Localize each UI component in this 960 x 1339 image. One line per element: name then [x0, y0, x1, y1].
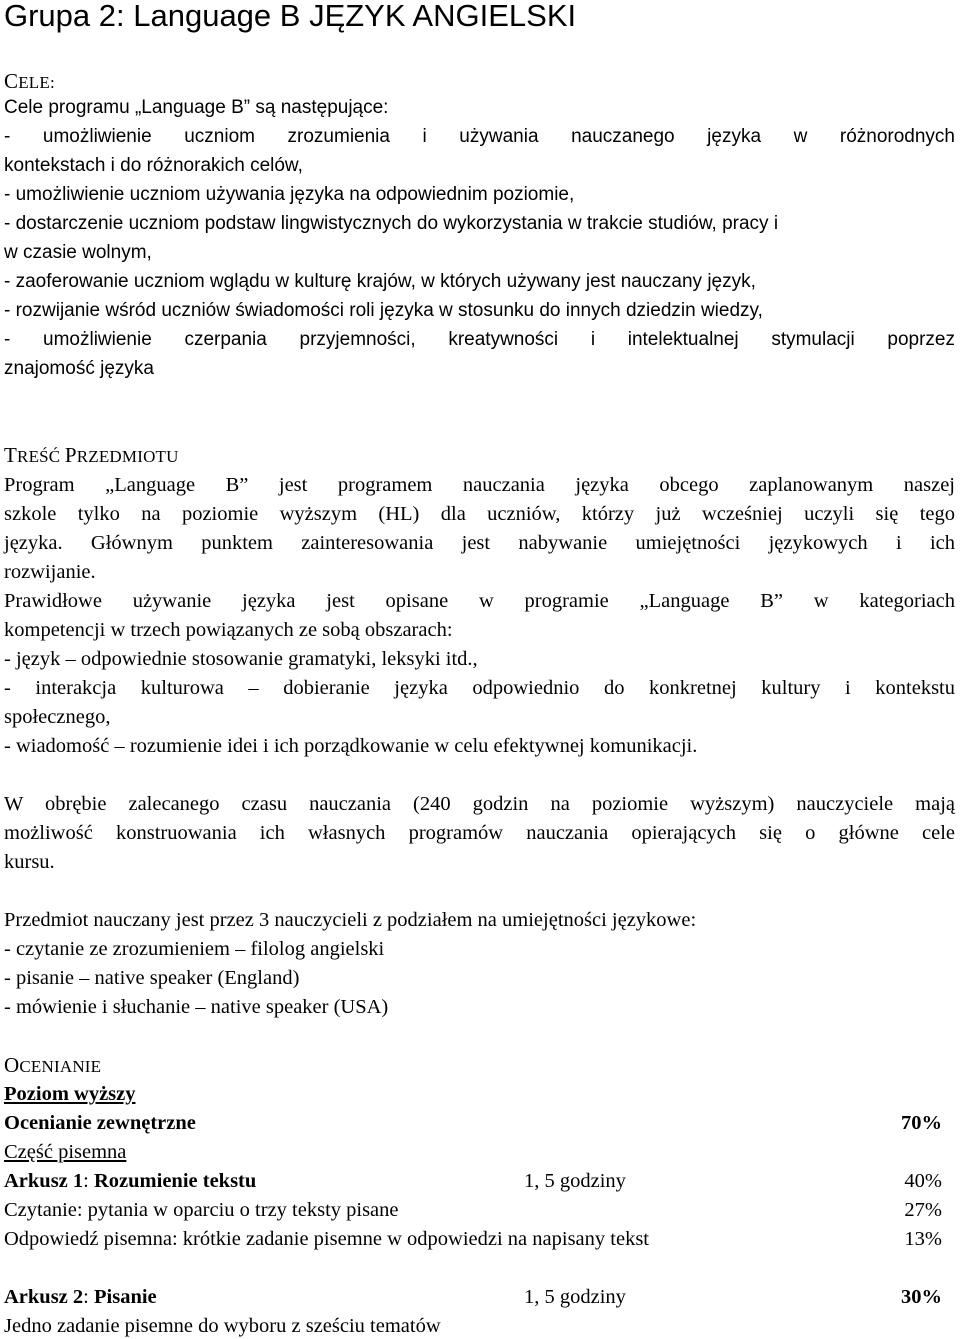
- paper-1-duration: 1, 5 godziny: [524, 1170, 626, 1192]
- paper-1-percent: 40%: [904, 1170, 942, 1192]
- cele-item: - umożliwienie uczniom używania języka na odpowiednim poziomie,: [4, 184, 575, 205]
- paper-1-row-label: Odpowiedź pisemna: krótkie zadanie pisemne w odpowiedzi na napisany tekst: [4, 1228, 649, 1250]
- cele-item: - umożliwienie uczniom zrozumienia i używania nauczanego języka w różnorodnych: [4, 126, 955, 147]
- cele-item: - rozwijanie wśród uczniów świadomości roli języka w stosunku do innych dziedzin wiedzy,: [4, 300, 763, 321]
- paragraph-line: - mówienie i słuchanie – native speaker (USA): [4, 996, 389, 1018]
- tresc-line: społecznego,: [4, 706, 111, 728]
- paragraph-line: kursu.: [4, 851, 55, 873]
- cele-heading: CELE:: [4, 69, 55, 93]
- tresc-heading: TREŚĆ PRZEDMIOTU: [4, 443, 179, 467]
- paper-1-row-percent: 13%: [904, 1228, 942, 1250]
- cele-item: - dostarczenie uczniom podstaw lingwistycznych do wykorzystania w trakcie studiów, pracy i: [4, 213, 779, 234]
- ocenianie-heading: OCENIANIE: [4, 1053, 102, 1077]
- cele-item: - umożliwienie czerpania przyjemności, kreatywności i intelektualnej stymulacji poprzez: [4, 329, 955, 350]
- paper-2-name: Arkusz 2: Pisanie: [4, 1286, 157, 1308]
- paragraph-line: Przedmiot nauczany jest przez 3 nauczycieli z podziałem na umiejętności językowe:: [4, 909, 697, 931]
- paragraph-line: W obrębie zalecanego czasu nauczania (240 godzin na poziomie wyższym) nauczyciele mają: [4, 793, 955, 815]
- paper-2-percent: 30%: [901, 1286, 942, 1308]
- cele-item: w czasie wolnym,: [4, 242, 152, 263]
- paper-1-row-label: Czytanie: pytania w oparciu o trzy teksty pisane: [4, 1199, 399, 1221]
- tresc-line: języka. Głównym punktem zainteresowania jest nabywanie umiejętności językowych i ich: [4, 532, 955, 554]
- tresc-line: Prawidłowe używanie języka jest opisane w programie „Language B” w kategoriach: [4, 590, 955, 612]
- tresc-line: kompetencji w trzech powiązanych ze sobą obszarach:: [4, 619, 453, 641]
- page-title: Grupa 2: Language B JĘZYK ANGIELSKI: [4, 0, 577, 33]
- tresc-line: Program „Language B” jest programem nauczania języka obcego zaplanowanym naszej: [4, 474, 955, 496]
- written-part-label: Część pisemna: [4, 1141, 127, 1163]
- tresc-line: - interakcja kulturowa – dobieranie języka odpowiednio do konkretnej kultury i kontekstu: [4, 677, 955, 699]
- external-assessment-label: Ocenianie zewnętrzne: [4, 1112, 196, 1134]
- paper-2-note: Jedno zadanie pisemne do wyboru z sześciu tematów: [4, 1315, 441, 1337]
- cele-item: - zaoferowanie uczniom wglądu w kulturę krajów, w których używany jest nauczany język,: [4, 271, 756, 292]
- tresc-line: - język – odpowiednie stosowanie gramatyki, leksyki itd.,: [4, 648, 478, 670]
- cele-item: znajomość języka: [4, 358, 154, 379]
- cele-item: kontekstach i do różnorakich celów,: [4, 155, 303, 176]
- level-label: Poziom wyższy: [4, 1083, 136, 1105]
- paragraph-line: - pisanie – native speaker (England): [4, 967, 300, 989]
- paper-1-row-percent: 27%: [904, 1199, 942, 1221]
- external-assessment-percent: 70%: [901, 1112, 942, 1134]
- tresc-line: - wiadomość – rozumienie idei i ich porządkowanie w celu efektywnej komunikacji.: [4, 735, 698, 757]
- tresc-line: rozwijanie.: [4, 561, 96, 583]
- paragraph-line: - czytanie ze zrozumieniem – filolog angielski: [4, 938, 385, 960]
- tresc-line: szkole tylko na poziomie wyższym (HL) dla uczniów, którzy już wcześniej uczyli się tego: [4, 503, 955, 525]
- paper-2-duration: 1, 5 godziny: [524, 1286, 626, 1308]
- paragraph-line: możliwość konstruowania ich własnych programów nauczania opierających się o główne cele: [4, 822, 955, 844]
- cele-intro: Cele programu „Language B” są następujące:: [4, 97, 389, 118]
- paper-1-name: Arkusz 1: Rozumienie tekstu: [4, 1170, 257, 1192]
